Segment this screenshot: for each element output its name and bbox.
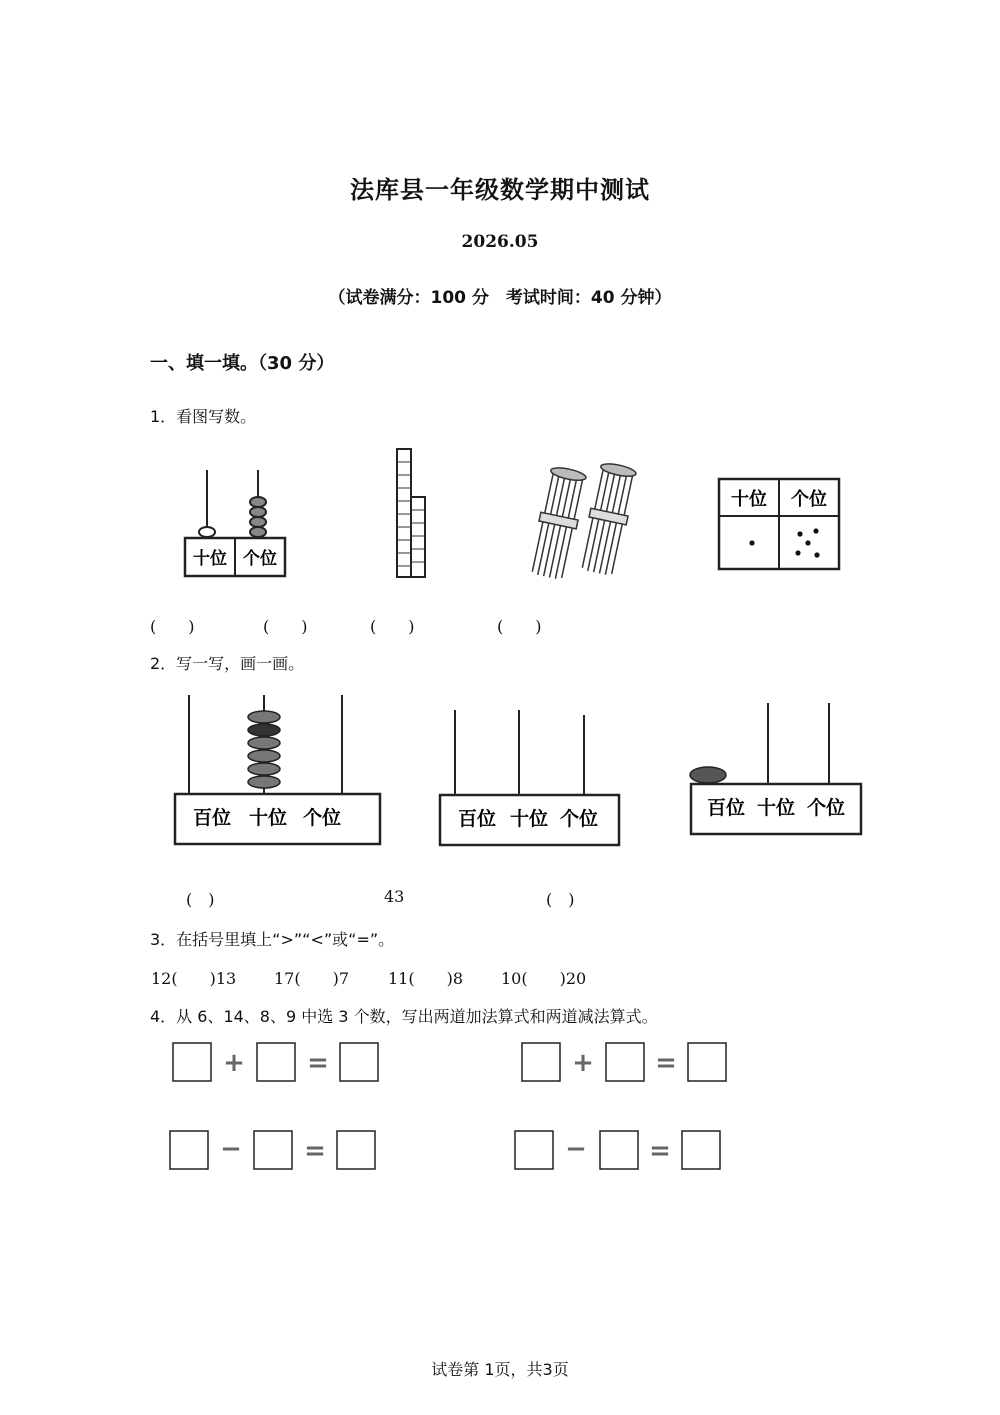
answer-blank-q2-3[interactable]: ( )	[546, 890, 575, 909]
answer-box[interactable]	[173, 1043, 211, 1081]
question-3-prompt: 3．在括号里填上“>”“<”或“=”。	[150, 930, 395, 949]
compare-item-1[interactable]: 12( )13	[151, 969, 237, 988]
answer-blank-2[interactable]: ( )	[263, 617, 308, 636]
answer-blank-4[interactable]: ( )	[497, 617, 542, 636]
exam-info: （试卷满分：100 分 考试时间：40 分钟）	[328, 288, 672, 308]
ones-label: 个位	[559, 808, 599, 830]
equals-sign: =	[304, 1136, 326, 1166]
place-value-table-figure	[716, 476, 842, 572]
ones-label: 个位	[243, 549, 277, 569]
answer-box[interactable]	[606, 1043, 644, 1081]
answer-blank-q2-1[interactable]: ( )	[186, 890, 215, 909]
compare-item-4[interactable]: 10( )20	[501, 969, 587, 988]
ones-label: 个位	[302, 807, 342, 829]
answer-box[interactable]	[688, 1043, 726, 1081]
answer-given-q2-2: 43	[384, 887, 405, 906]
page-title: 法库县一年级数学期中测试	[350, 176, 650, 204]
answer-box[interactable]	[522, 1043, 560, 1081]
equals-sign: =	[307, 1048, 329, 1078]
hundreds-label: 百位	[192, 807, 232, 829]
plus-sign: +	[572, 1048, 594, 1078]
question-2-prompt: 2．写一写，画一画。	[150, 654, 305, 673]
page-footer: 试卷第 1页，共3页	[431, 1360, 569, 1379]
answer-box[interactable]	[515, 1131, 553, 1169]
tens-label: 十位	[509, 808, 549, 830]
abacus-figure-1	[180, 465, 290, 580]
table-ones-label: 个位	[791, 489, 827, 510]
question-1-prompt: 1．看图写数。	[150, 407, 257, 426]
answer-box[interactable]	[340, 1043, 378, 1081]
answer-blank-3[interactable]: ( )	[370, 617, 415, 636]
hundreds-label: 百位	[457, 808, 497, 830]
answer-box[interactable]	[600, 1131, 638, 1169]
equation-boxes	[160, 1035, 750, 1185]
section-heading: 一、填一填。（30 分）	[150, 353, 335, 374]
stick-bundles-figure	[525, 462, 645, 582]
abacus-figure-hundreds-1	[172, 690, 384, 850]
equals-sign: =	[655, 1048, 677, 1078]
equals-sign: =	[649, 1136, 671, 1166]
answer-box[interactable]	[170, 1131, 208, 1169]
tens-label: 十位	[756, 797, 796, 819]
compare-item-2[interactable]: 17( )7	[274, 969, 350, 988]
answer-box[interactable]	[254, 1131, 292, 1169]
minus-sign: −	[220, 1134, 242, 1164]
tens-label: 十位	[248, 807, 288, 829]
answer-box[interactable]	[682, 1131, 720, 1169]
answer-box[interactable]	[257, 1043, 295, 1081]
block-stack-figure	[393, 445, 433, 580]
answer-box[interactable]	[337, 1131, 375, 1169]
answer-blank-1[interactable]: ( )	[150, 617, 195, 636]
compare-item-3[interactable]: 11( )8	[388, 969, 464, 988]
exam-date: 2026.05	[461, 232, 539, 252]
hundreds-label: 百位	[706, 797, 746, 819]
abacus-figure-hundreds-2	[437, 705, 623, 850]
ones-label: 个位	[806, 797, 846, 819]
question-4-prompt: 4．从 6、14、8、9 中选 3 个数，写出两道加法算式和两道减法算式。	[150, 1007, 658, 1026]
tens-label: 十位	[193, 549, 227, 569]
plus-sign: +	[223, 1048, 245, 1078]
abacus-figure-hundreds-3	[686, 698, 866, 840]
minus-sign: −	[565, 1134, 587, 1164]
table-tens-label: 十位	[731, 489, 767, 510]
